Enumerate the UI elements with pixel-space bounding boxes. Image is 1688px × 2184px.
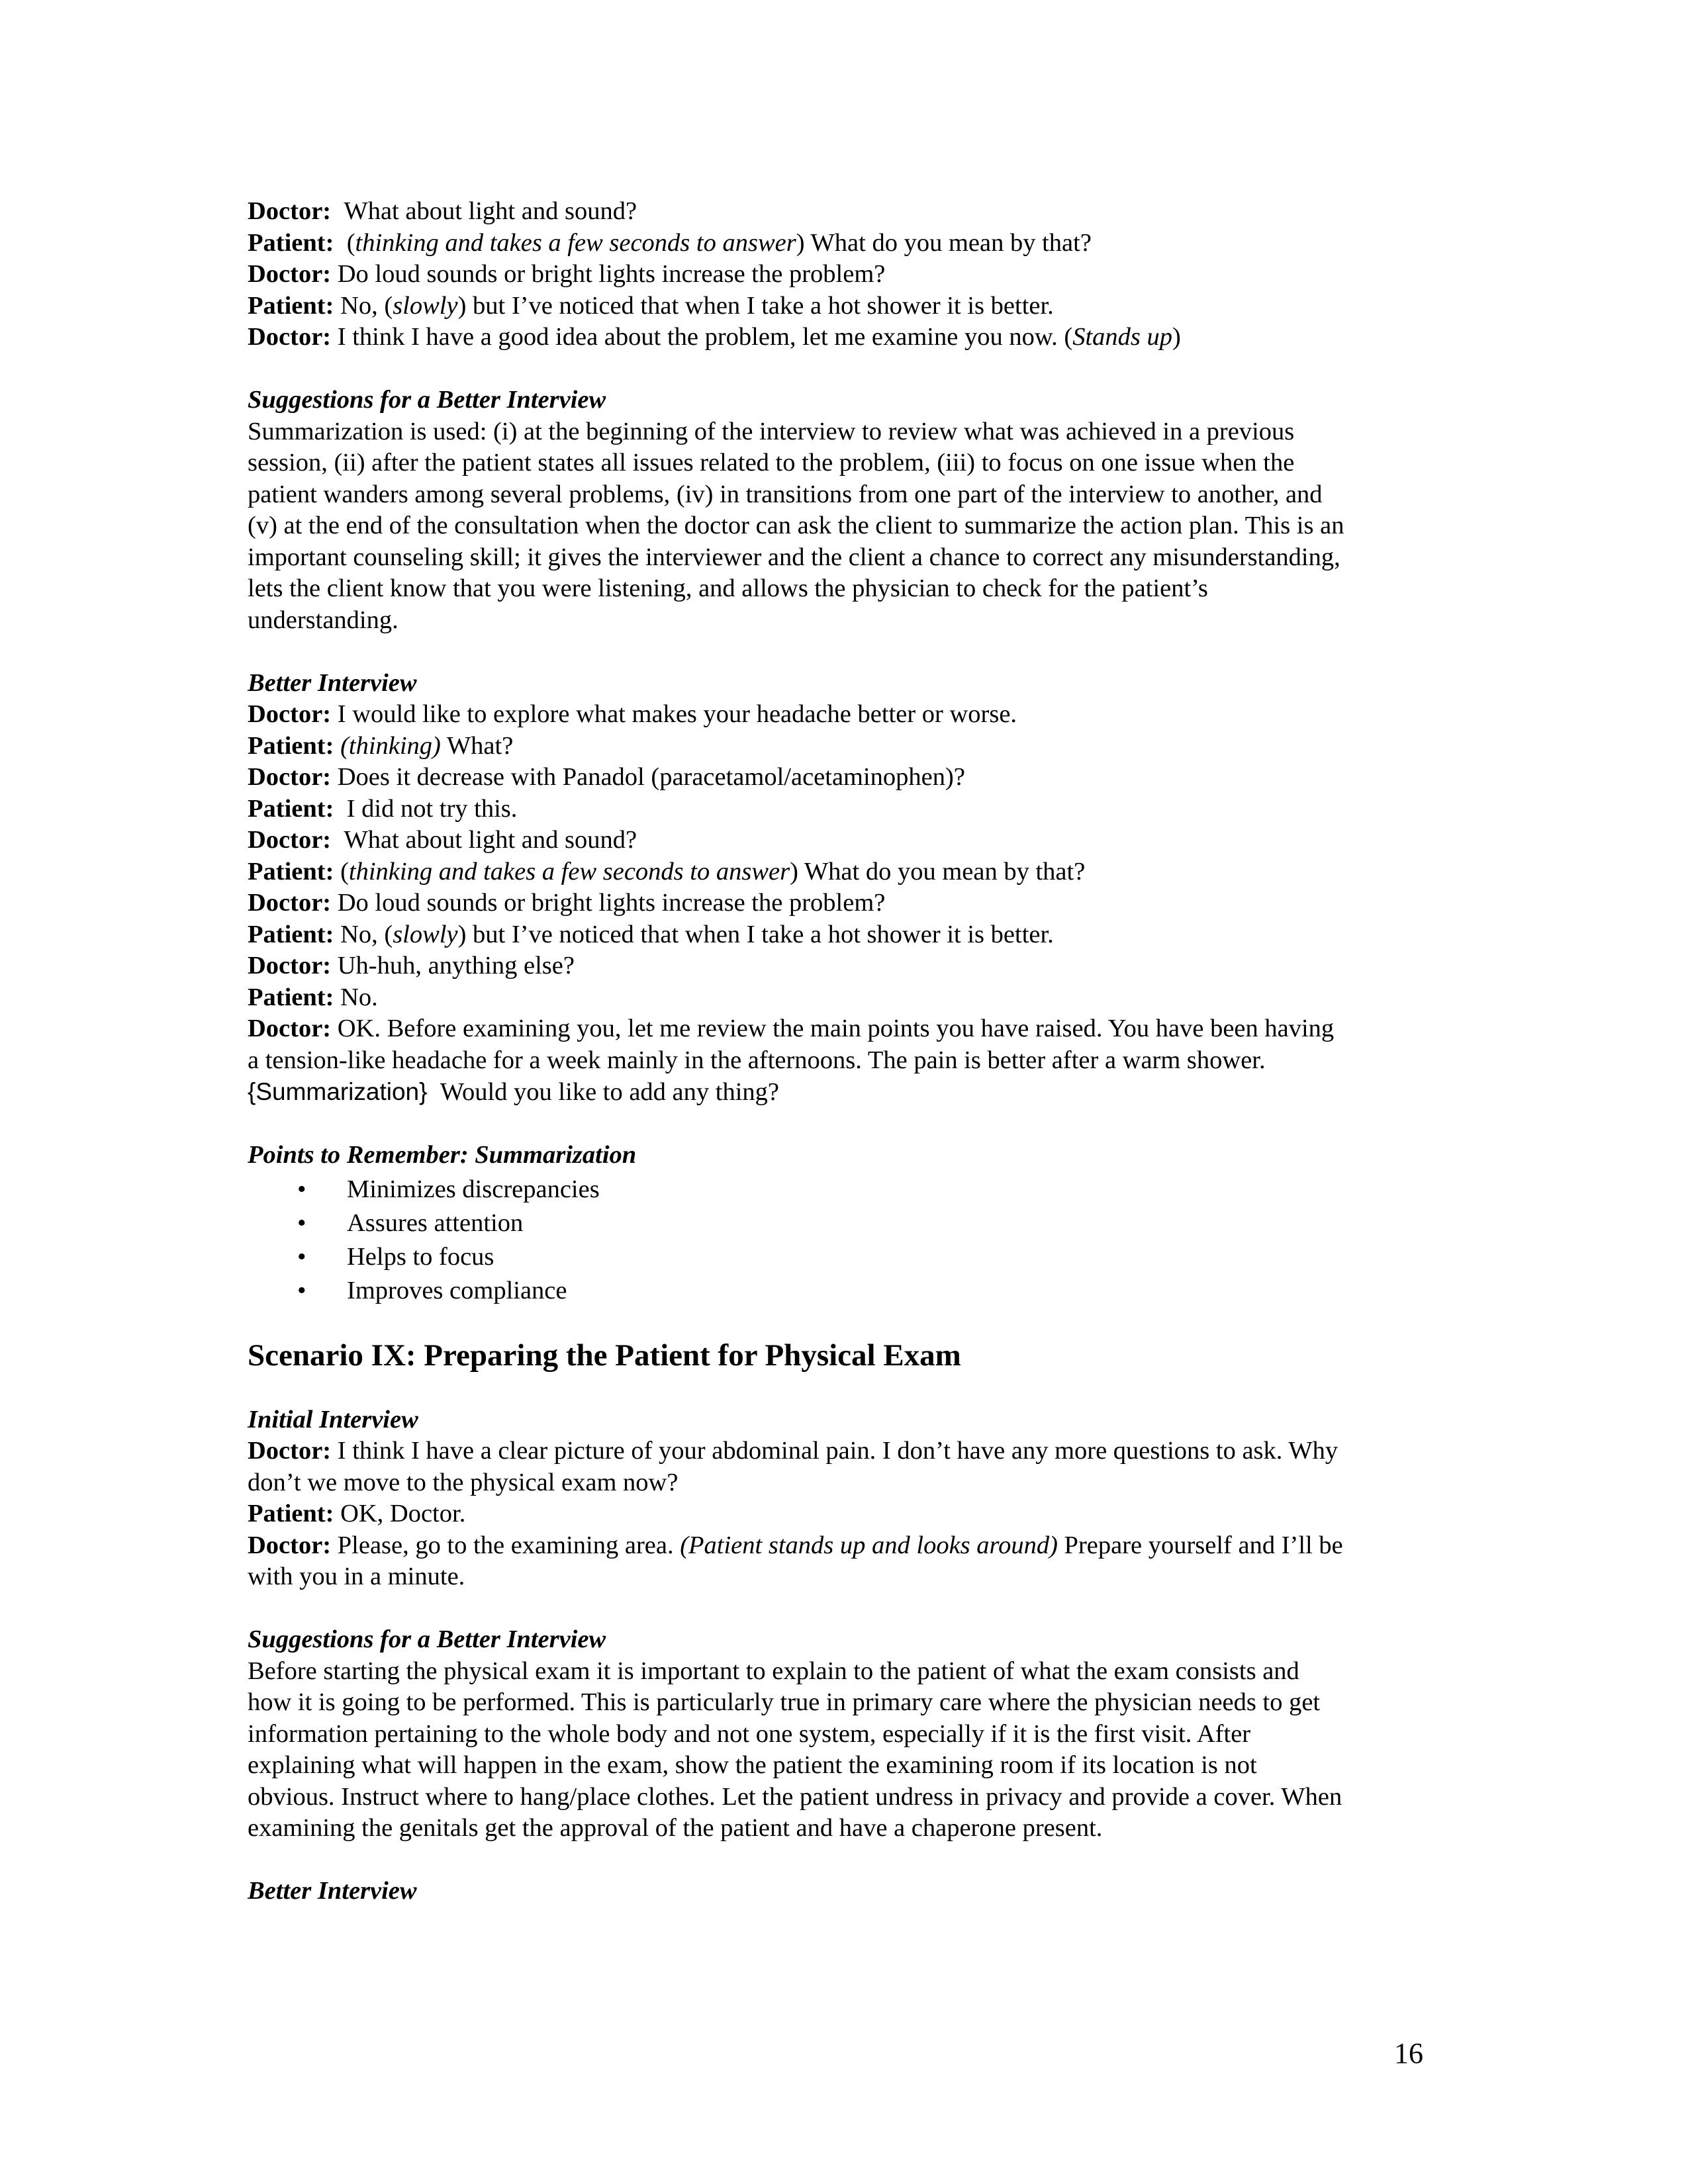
- paragraph-line: examining the genitals get the approval of the patient and have a chaperone present.: [248, 1814, 1103, 1842]
- dialogue-text: Prepare yourself and I’ll be: [1064, 1531, 1343, 1559]
- speaker-label: Doctor:: [248, 1015, 332, 1042]
- dialogue-line: [248, 1013, 1446, 1045]
- speaker-label: Doctor:: [248, 260, 332, 288]
- dialogue-line: [248, 259, 1446, 291]
- list-item: [248, 1240, 1446, 1274]
- speaker-label: Patient:: [248, 731, 334, 760]
- dialogue-continuation: a tension-like headache for a week mainly in the afternoons. The pain is better after a warm shower.: [248, 1046, 1266, 1074]
- list-item: [248, 1173, 1446, 1206]
- dialogue-line: [248, 982, 1446, 1014]
- stage-direction: (thinking): [340, 731, 441, 760]
- paragraph-line: obvious. Instruct where to hang/place clothes. Let the patient undress in privacy and provide a cover. When: [248, 1782, 1342, 1811]
- dialogue-text: ) What do you mean by that?: [790, 857, 1086, 886]
- bullet-icon: •: [297, 1175, 306, 1203]
- dialogue-text: ) but I’ve noticed that when I take a hot shower it is better.: [457, 291, 1054, 320]
- dialogue-text: Does it decrease with Panadol (paracetamol/acetaminophen)?: [337, 763, 965, 791]
- dialogue-line: [248, 762, 1446, 794]
- list-item-text: Assures attention: [347, 1208, 524, 1237]
- paragraph-line: explaining what will happen in the exam, show the patient the examining room if its location is not: [248, 1751, 1257, 1779]
- section-heading: Better Interview: [248, 1877, 417, 1905]
- dialogue-continuation: with you in a minute.: [248, 1563, 465, 1590]
- dialogue-text: I would like to explore what makes your headache better or worse.: [337, 700, 1017, 728]
- page-number: 16: [1394, 2037, 1423, 2070]
- bullet-icon: •: [297, 1208, 306, 1237]
- speaker-label: Patient:: [248, 228, 334, 257]
- paragraph-line: session, (ii) after the patient states all issues related to the problem, (iii) to focus on one issue when the: [248, 449, 1295, 477]
- list-item-text: Improves compliance: [347, 1276, 567, 1304]
- list-item-text: Helps to focus: [347, 1242, 494, 1271]
- section-heading: Suggestions for a Better Interview: [248, 386, 606, 414]
- paragraph-line: lets the client know that you were listening, and allows the physician to check for the patient’s: [248, 574, 1208, 602]
- stage-direction: (Patient stands up and looks around): [680, 1531, 1058, 1559]
- paragraph-line: important counseling skill; it gives the interviewer and the client a chance to correct any misunderstanding,: [248, 543, 1340, 571]
- stage-direction: slowly: [393, 920, 458, 948]
- dialogue-text: No, (: [340, 920, 393, 948]
- bullet-icon: •: [297, 1242, 306, 1271]
- dialogue-line: [248, 856, 1446, 888]
- speaker-label: Patient:: [248, 983, 334, 1011]
- dialogue-text: What about light and sound?: [344, 197, 637, 225]
- section-heading: Better Interview: [248, 668, 417, 697]
- speaker-label: Doctor:: [248, 826, 332, 854]
- dialogue-line: [248, 1498, 1446, 1530]
- list-item: [248, 1274, 1446, 1308]
- dialogue-line: [248, 1435, 1446, 1467]
- dialogue-text: Do loud sounds or bright lights increase the problem?: [337, 889, 886, 917]
- paragraph-line: information pertaining to the whole body and not one system, especially if it is the first visit. After: [248, 1719, 1251, 1748]
- speaker-label: Doctor:: [248, 889, 332, 917]
- dialogue-text: ) What do you mean by that?: [796, 228, 1092, 257]
- dialogue-text: I think I have a good idea about the problem, let me examine you now. (: [337, 323, 1073, 351]
- dialogue-text: No.: [340, 983, 378, 1011]
- paragraph-line: understanding.: [248, 606, 399, 634]
- dialogue-text: What about light and sound?: [344, 826, 637, 854]
- dialogue-text: ): [1172, 323, 1181, 351]
- speaker-label: Patient:: [248, 794, 334, 823]
- speaker-label: Doctor:: [248, 952, 332, 979]
- stage-direction: Stands up: [1072, 323, 1173, 351]
- scenario-title: Scenario IX: Preparing the Patient for Physical Exam: [248, 1338, 961, 1373]
- speaker-label: Doctor:: [248, 197, 332, 225]
- stage-direction: thinking and takes a few seconds to answer: [348, 857, 790, 886]
- dialogue-line: [248, 794, 1446, 825]
- list-item-text: Minimizes discrepancies: [347, 1175, 600, 1203]
- annotation-tag: {Summarization}: [248, 1078, 428, 1105]
- dialogue-text: OK. Before examining you, let me review the main points you have raised. You have been having: [337, 1015, 1335, 1042]
- dialogue-text: (: [340, 857, 349, 886]
- speaker-label: Doctor:: [248, 1531, 332, 1559]
- dialogue-text: Uh-huh, anything else?: [337, 952, 575, 979]
- dialogue-text: I think I have a clear picture of your abdominal pain. I don’t have any more questions to ask. Why: [337, 1437, 1338, 1465]
- speaker-label: Patient:: [248, 1500, 334, 1527]
- speaker-label: Patient:: [248, 920, 334, 948]
- dialogue-text: Do loud sounds or bright lights increase the problem?: [337, 260, 886, 288]
- dialogue-line: [248, 699, 1446, 731]
- dialogue-line: [248, 228, 1446, 259]
- dialogue-line: [248, 322, 1446, 353]
- paragraph-line: Summarization is used: (i) at the beginning of the interview to review what was achieved in a previous: [248, 417, 1295, 445]
- page-content: [248, 196, 1446, 1907]
- bullet-icon: •: [297, 1276, 306, 1304]
- speaker-label: Doctor:: [248, 763, 332, 791]
- paragraph-line: how it is going to be performed. This is particularly true in primary care where the physician needs to get: [248, 1688, 1321, 1716]
- bullet-list: [248, 1173, 1446, 1308]
- paragraph-line: (v) at the end of the consultation when the doctor can ask the client to summarize the action plan. This is an: [248, 512, 1344, 539]
- dialogue-text: OK, Doctor.: [340, 1500, 466, 1527]
- speaker-label: Doctor:: [248, 1437, 332, 1465]
- dialogue-text: Please, go to the examining area.: [337, 1531, 674, 1559]
- stage-direction: slowly: [393, 291, 458, 320]
- dialogue-line: [248, 196, 1446, 228]
- dialogue-text: (: [346, 228, 355, 257]
- dialogue-text: Would you like to add any thing?: [440, 1078, 780, 1106]
- stage-direction: thinking and takes a few seconds to answer: [355, 228, 796, 257]
- speaker-label: Doctor:: [248, 323, 332, 351]
- dialogue-line: [248, 1530, 1446, 1562]
- dialogue-line: [248, 950, 1446, 982]
- dialogue-line: [248, 825, 1446, 856]
- dialogue-continuation: [248, 1076, 1446, 1109]
- dialogue-continuation: don’t we move to the physical exam now?: [248, 1468, 679, 1496]
- speaker-label: Patient:: [248, 857, 334, 886]
- dialogue-text: ) but I’ve noticed that when I take a hot shower it is better.: [457, 920, 1054, 948]
- dialogue-text: No, (: [340, 291, 393, 320]
- paragraph-line: patient wanders among several problems, (iv) in transitions from one part of the interview to another, and: [248, 480, 1323, 508]
- paragraph-line: Before starting the physical exam it is important to explain to the patient of what the exam consists and: [248, 1657, 1299, 1685]
- dialogue-text: What?: [446, 731, 514, 760]
- dialogue-line: [248, 291, 1446, 322]
- dialogue-line: [248, 887, 1446, 919]
- dialogue-line: [248, 731, 1446, 762]
- list-item: [248, 1206, 1446, 1240]
- speaker-label: Patient:: [248, 291, 334, 320]
- section-heading: Suggestions for a Better Interview: [248, 1625, 606, 1653]
- section-heading: Points to Remember: Summarization: [248, 1141, 637, 1169]
- dialogue-line: [248, 919, 1446, 951]
- speaker-label: Doctor:: [248, 700, 332, 728]
- dialogue-text: I did not try this.: [346, 794, 518, 823]
- section-heading: Initial Interview: [248, 1405, 418, 1433]
